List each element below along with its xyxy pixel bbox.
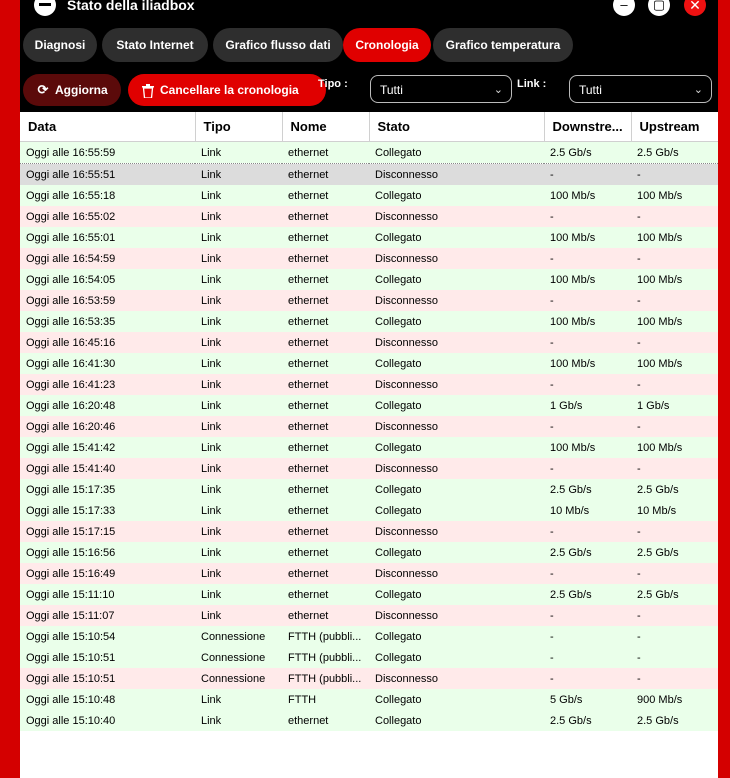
cell-upstream: 100 Mb/s bbox=[631, 185, 718, 206]
table-row[interactable] bbox=[20, 437, 718, 458]
cell-downstream: 100 Mb/s bbox=[544, 353, 631, 374]
cell-tipo: Link bbox=[195, 416, 282, 437]
cell-stato: Collegato bbox=[369, 311, 544, 332]
table-row[interactable] bbox=[20, 500, 718, 521]
cell-data: Oggi alle 16:20:46 bbox=[20, 416, 195, 437]
cell-nome: ethernet bbox=[282, 332, 369, 353]
cell-upstream: - bbox=[631, 647, 718, 668]
cell-nome: ethernet bbox=[282, 269, 369, 290]
tipo-select[interactable] bbox=[370, 75, 512, 103]
close-icon[interactable]: ✕ bbox=[684, 0, 706, 16]
table-row[interactable] bbox=[20, 710, 718, 731]
cell-upstream: 100 Mb/s bbox=[631, 353, 718, 374]
cell-stato: Collegato bbox=[369, 142, 544, 164]
tab-grafico-flusso-dati[interactable]: Grafico flusso dati bbox=[213, 28, 343, 62]
cell-upstream: 2.5 Gb/s bbox=[631, 142, 718, 164]
cell-stato: Collegato bbox=[369, 710, 544, 731]
cell-downstream: 2.5 Gb/s bbox=[544, 584, 631, 605]
cell-data: Oggi alle 15:10:40 bbox=[20, 710, 195, 731]
cell-downstream: 100 Mb/s bbox=[544, 227, 631, 248]
history-panel bbox=[20, 112, 718, 778]
cell-upstream: - bbox=[631, 374, 718, 395]
window-left-border bbox=[0, 0, 20, 778]
cell-upstream: 10 Mb/s bbox=[631, 500, 718, 521]
cell-stato: Collegato bbox=[369, 689, 544, 710]
cell-upstream: - bbox=[631, 563, 718, 584]
cell-tipo: Link bbox=[195, 248, 282, 269]
cell-downstream: - bbox=[544, 206, 631, 227]
cell-tipo: Link bbox=[195, 563, 282, 584]
cell-stato: Collegato bbox=[369, 269, 544, 290]
table-row[interactable] bbox=[20, 206, 718, 227]
table-row[interactable] bbox=[20, 374, 718, 395]
cell-data: Oggi alle 15:16:56 bbox=[20, 542, 195, 563]
cell-tipo: Link bbox=[195, 353, 282, 374]
cell-downstream: 100 Mb/s bbox=[544, 311, 631, 332]
clear-history-label: Cancellare la cronologia bbox=[160, 83, 299, 97]
cell-data: Oggi alle 16:55:18 bbox=[20, 185, 195, 206]
minimize-icon[interactable]: – bbox=[613, 0, 635, 16]
cell-upstream: 100 Mb/s bbox=[631, 269, 718, 290]
cell-data: Oggi alle 15:11:07 bbox=[20, 605, 195, 626]
cell-upstream: - bbox=[631, 290, 718, 311]
cell-downstream: - bbox=[544, 164, 631, 186]
table-row[interactable] bbox=[20, 668, 718, 689]
cell-downstream: - bbox=[544, 290, 631, 311]
cell-data: Oggi alle 15:10:48 bbox=[20, 689, 195, 710]
cell-stato: Disconnesso bbox=[369, 206, 544, 227]
cell-upstream: 100 Mb/s bbox=[631, 227, 718, 248]
cell-tipo: Link bbox=[195, 164, 282, 186]
cell-nome: FTTH (pubbli... bbox=[282, 647, 369, 668]
cell-data: Oggi alle 16:41:23 bbox=[20, 374, 195, 395]
cell-nome: ethernet bbox=[282, 353, 369, 374]
cell-data: Oggi alle 16:53:35 bbox=[20, 311, 195, 332]
cell-nome: ethernet bbox=[282, 311, 369, 332]
table-row[interactable] bbox=[20, 647, 718, 668]
table-row[interactable] bbox=[20, 332, 718, 353]
clear-history-button[interactable] bbox=[128, 74, 326, 106]
cell-data: Oggi alle 15:17:33 bbox=[20, 500, 195, 521]
cell-upstream: 1 Gb/s bbox=[631, 395, 718, 416]
table-row[interactable] bbox=[20, 584, 718, 605]
refresh-icon: ⟳ bbox=[37, 82, 49, 97]
table-row[interactable] bbox=[20, 353, 718, 374]
cell-tipo: Link bbox=[195, 395, 282, 416]
cell-stato: Collegato bbox=[369, 437, 544, 458]
tab-grafico-temperatura[interactable]: Grafico temperatura bbox=[433, 28, 573, 62]
window-title: Stato della iliadbox bbox=[67, 0, 195, 13]
cell-data: Oggi alle 15:10:51 bbox=[20, 668, 195, 689]
cell-nome: ethernet bbox=[282, 185, 369, 206]
cell-stato: Collegato bbox=[369, 185, 544, 206]
cell-nome: ethernet bbox=[282, 164, 369, 186]
cell-stato: Collegato bbox=[369, 227, 544, 248]
cell-stato: Collegato bbox=[369, 542, 544, 563]
cell-stato: Disconnesso bbox=[369, 416, 544, 437]
table-row[interactable] bbox=[20, 542, 718, 563]
table-row[interactable] bbox=[20, 142, 718, 164]
cell-nome: ethernet bbox=[282, 605, 369, 626]
cell-tipo: Link bbox=[195, 500, 282, 521]
cell-nome: ethernet bbox=[282, 584, 369, 605]
table-row[interactable] bbox=[20, 416, 718, 437]
cell-tipo: Link bbox=[195, 227, 282, 248]
tab-diagnosi[interactable]: Diagnosi bbox=[23, 28, 97, 62]
history-table-body bbox=[20, 142, 718, 732]
cell-upstream: - bbox=[631, 458, 718, 479]
cell-nome: ethernet bbox=[282, 479, 369, 500]
cell-data: Oggi alle 16:55:59 bbox=[20, 142, 195, 164]
cell-data: Oggi alle 16:55:51 bbox=[20, 164, 195, 186]
cell-data: Oggi alle 15:41:40 bbox=[20, 458, 195, 479]
cell-tipo: Link bbox=[195, 584, 282, 605]
cell-downstream: 5 Gb/s bbox=[544, 689, 631, 710]
cell-nome: ethernet bbox=[282, 206, 369, 227]
link-label: Link : bbox=[517, 78, 547, 90]
cell-downstream: - bbox=[544, 458, 631, 479]
cell-stato: Disconnesso bbox=[369, 458, 544, 479]
cell-downstream: - bbox=[544, 248, 631, 269]
cell-upstream: - bbox=[631, 626, 718, 647]
table-row[interactable] bbox=[20, 311, 718, 332]
cell-data: Oggi alle 15:16:49 bbox=[20, 563, 195, 584]
table-row[interactable] bbox=[20, 605, 718, 626]
cell-tipo: Connessione bbox=[195, 647, 282, 668]
cell-upstream: - bbox=[631, 164, 718, 186]
cell-tipo: Link bbox=[195, 374, 282, 395]
header-area bbox=[20, 0, 718, 112]
table-row[interactable] bbox=[20, 290, 718, 311]
table-row[interactable] bbox=[20, 563, 718, 584]
cell-stato: Disconnesso bbox=[369, 290, 544, 311]
table-row[interactable] bbox=[20, 185, 718, 206]
cell-downstream: - bbox=[544, 521, 631, 542]
cell-upstream: - bbox=[631, 605, 718, 626]
chevron-down-icon: ⌄ bbox=[693, 84, 703, 96]
table-row[interactable] bbox=[20, 458, 718, 479]
cell-stato: Disconnesso bbox=[369, 332, 544, 353]
cell-upstream: 100 Mb/s bbox=[631, 437, 718, 458]
cell-nome: ethernet bbox=[282, 437, 369, 458]
cell-stato: Disconnesso bbox=[369, 164, 544, 186]
table-row[interactable] bbox=[20, 164, 718, 186]
cell-upstream: 2.5 Gb/s bbox=[631, 542, 718, 563]
cell-data: Oggi alle 16:55:01 bbox=[20, 227, 195, 248]
cell-data: Oggi alle 15:11:10 bbox=[20, 584, 195, 605]
cell-upstream: 100 Mb/s bbox=[631, 311, 718, 332]
cell-upstream: - bbox=[631, 332, 718, 353]
cell-stato: Collegato bbox=[369, 584, 544, 605]
cell-nome: ethernet bbox=[282, 395, 369, 416]
cell-nome: ethernet bbox=[282, 542, 369, 563]
window-right-border bbox=[718, 0, 730, 778]
link-select-value: Tutti bbox=[579, 83, 602, 97]
cell-downstream: - bbox=[544, 332, 631, 353]
cell-downstream: 100 Mb/s bbox=[544, 269, 631, 290]
cell-downstream: - bbox=[544, 374, 631, 395]
cell-downstream: 2.5 Gb/s bbox=[544, 479, 631, 500]
cell-tipo: Link bbox=[195, 542, 282, 563]
cell-upstream: - bbox=[631, 248, 718, 269]
cell-nome: ethernet bbox=[282, 563, 369, 584]
cell-nome: ethernet bbox=[282, 458, 369, 479]
table-row[interactable] bbox=[20, 521, 718, 542]
cell-data: Oggi alle 15:17:35 bbox=[20, 479, 195, 500]
cell-stato: Disconnesso bbox=[369, 563, 544, 584]
cell-data: Oggi alle 15:10:54 bbox=[20, 626, 195, 647]
cell-nome: ethernet bbox=[282, 227, 369, 248]
column-header-downstream[interactable]: Downstre... bbox=[544, 112, 631, 142]
table-header-row bbox=[20, 112, 718, 142]
cell-tipo: Link bbox=[195, 185, 282, 206]
link-select[interactable] bbox=[569, 75, 712, 103]
cell-stato: Disconnesso bbox=[369, 668, 544, 689]
cell-stato: Collegato bbox=[369, 626, 544, 647]
refresh-button-label: Aggiorna bbox=[55, 83, 108, 97]
cell-stato: Disconnesso bbox=[369, 521, 544, 542]
cell-downstream: - bbox=[544, 605, 631, 626]
column-header-stato[interactable]: Stato bbox=[369, 112, 544, 142]
cell-stato: Collegato bbox=[369, 479, 544, 500]
cell-upstream: 2.5 Gb/s bbox=[631, 584, 718, 605]
cell-stato: Collegato bbox=[369, 353, 544, 374]
cell-downstream: - bbox=[544, 647, 631, 668]
cell-upstream: - bbox=[631, 206, 718, 227]
chevron-down-icon: ⌄ bbox=[493, 84, 503, 96]
cell-tipo: Link bbox=[195, 311, 282, 332]
cell-downstream: 100 Mb/s bbox=[544, 185, 631, 206]
cell-data: Oggi alle 16:54:05 bbox=[20, 269, 195, 290]
cell-downstream: - bbox=[544, 668, 631, 689]
cell-data: Oggi alle 16:54:59 bbox=[20, 248, 195, 269]
cell-stato: Disconnesso bbox=[369, 248, 544, 269]
table-row[interactable] bbox=[20, 689, 718, 710]
cell-downstream: 2.5 Gb/s bbox=[544, 710, 631, 731]
column-header-upstream[interactable]: Upstream bbox=[631, 112, 718, 142]
cell-stato: Collegato bbox=[369, 500, 544, 521]
cell-tipo: Link bbox=[195, 479, 282, 500]
table-row[interactable] bbox=[20, 248, 718, 269]
cell-data: Oggi alle 15:10:51 bbox=[20, 647, 195, 668]
refresh-button[interactable] bbox=[23, 74, 121, 106]
cell-data: Oggi alle 15:17:15 bbox=[20, 521, 195, 542]
cell-upstream: 2.5 Gb/s bbox=[631, 710, 718, 731]
cell-tipo: Link bbox=[195, 206, 282, 227]
cell-tipo: Connessione bbox=[195, 626, 282, 647]
cell-stato: Collegato bbox=[369, 647, 544, 668]
cell-nome: ethernet bbox=[282, 521, 369, 542]
cell-tipo: Link bbox=[195, 269, 282, 290]
cell-data: Oggi alle 16:45:16 bbox=[20, 332, 195, 353]
cell-downstream: - bbox=[544, 416, 631, 437]
toolbar bbox=[20, 72, 718, 108]
cell-stato: Disconnesso bbox=[369, 605, 544, 626]
cell-data: Oggi alle 16:20:48 bbox=[20, 395, 195, 416]
cell-data: Oggi alle 15:41:42 bbox=[20, 437, 195, 458]
cell-tipo: Link bbox=[195, 142, 282, 164]
maximize-icon[interactable]: ▢ bbox=[648, 0, 670, 16]
cell-nome: ethernet bbox=[282, 374, 369, 395]
cell-upstream: - bbox=[631, 521, 718, 542]
cell-nome: ethernet bbox=[282, 290, 369, 311]
cell-data: Oggi alle 16:55:02 bbox=[20, 206, 195, 227]
cell-tipo: Link bbox=[195, 605, 282, 626]
cell-tipo: Link bbox=[195, 689, 282, 710]
tipo-select-value: Tutti bbox=[380, 83, 403, 97]
cell-tipo: Link bbox=[195, 437, 282, 458]
table-row[interactable] bbox=[20, 227, 718, 248]
table-row[interactable] bbox=[20, 479, 718, 500]
cell-data: Oggi alle 16:53:59 bbox=[20, 290, 195, 311]
cell-tipo: Connessione bbox=[195, 668, 282, 689]
cell-downstream: 1 Gb/s bbox=[544, 395, 631, 416]
column-header-tipo[interactable]: Tipo bbox=[195, 112, 282, 142]
cell-upstream: 900 Mb/s bbox=[631, 689, 718, 710]
cell-data: Oggi alle 16:41:30 bbox=[20, 353, 195, 374]
tab-stato-internet[interactable]: Stato Internet bbox=[102, 28, 208, 62]
cell-nome: ethernet bbox=[282, 248, 369, 269]
cell-downstream: 10 Mb/s bbox=[544, 500, 631, 521]
cell-tipo: Link bbox=[195, 332, 282, 353]
cell-tipo: Link bbox=[195, 710, 282, 731]
app-icon bbox=[34, 0, 56, 16]
cell-stato: Collegato bbox=[369, 395, 544, 416]
cell-upstream: - bbox=[631, 416, 718, 437]
cell-downstream: - bbox=[544, 563, 631, 584]
table-row[interactable] bbox=[20, 395, 718, 416]
cell-nome: FTTH (pubbli... bbox=[282, 668, 369, 689]
tab-cronologia[interactable]: Cronologia bbox=[343, 28, 431, 62]
cell-tipo: Link bbox=[195, 458, 282, 479]
cell-nome: ethernet bbox=[282, 500, 369, 521]
cell-upstream: 2.5 Gb/s bbox=[631, 479, 718, 500]
title-bar bbox=[20, 0, 718, 20]
table-row[interactable] bbox=[20, 269, 718, 290]
cell-nome: ethernet bbox=[282, 416, 369, 437]
cell-nome: FTTH (pubbli... bbox=[282, 626, 369, 647]
cell-downstream: 2.5 Gb/s bbox=[544, 542, 631, 563]
table-row[interactable] bbox=[20, 626, 718, 647]
cell-downstream: 2.5 Gb/s bbox=[544, 142, 631, 164]
tipo-label: Tipo : bbox=[318, 78, 348, 90]
cell-downstream: 100 Mb/s bbox=[544, 437, 631, 458]
cell-nome: ethernet bbox=[282, 710, 369, 731]
cell-nome: ethernet bbox=[282, 142, 369, 164]
cell-nome: FTTH bbox=[282, 689, 369, 710]
cell-stato: Disconnesso bbox=[369, 374, 544, 395]
cell-tipo: Link bbox=[195, 290, 282, 311]
column-header-data[interactable]: Data bbox=[20, 112, 195, 142]
cell-upstream: - bbox=[631, 668, 718, 689]
cell-tipo: Link bbox=[195, 521, 282, 542]
trash-icon bbox=[140, 74, 156, 106]
cell-downstream: - bbox=[544, 626, 631, 647]
column-header-nome[interactable]: Nome bbox=[282, 112, 369, 142]
history-table bbox=[20, 112, 718, 731]
